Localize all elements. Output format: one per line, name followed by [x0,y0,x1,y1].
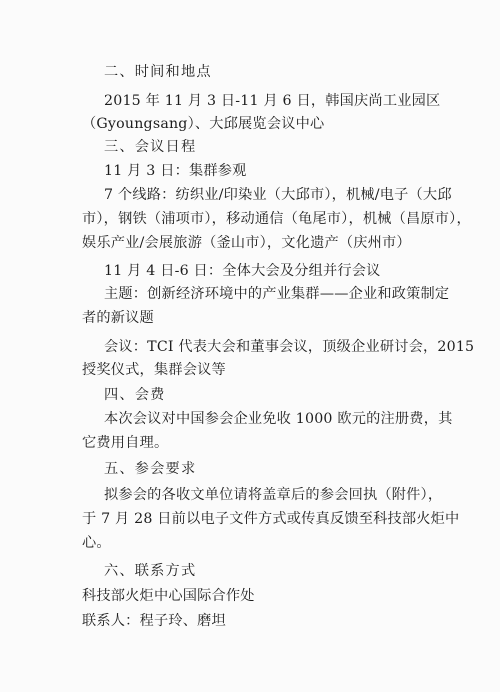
paragraph-line: 会议：TCI 代表大会和董事会议，顶级企业研讨会，2015 [104,339,475,355]
section-heading-time-location: 二、时间和地点 [104,64,212,80]
paragraph-line: 联系人：程子玲、磨坦 [82,613,226,629]
paragraph-line: 7 个线路：纺织业/印染业（大邱市），机械/电子（大邱 [104,187,452,203]
paragraph-line: 主题：创新经济环境中的产业集群——企业和政策制定 [104,286,450,302]
paragraph-line: 于 7 月 28 日前以电子文件方式或传真反馈至科技部火炬中 [82,511,460,527]
paragraph-line: 市），钢铁（浦项市），移动通信（龟尾市），机械（昌原市）， [82,211,471,227]
paragraph-line: 拟参会的各收文单位请将盖章后的参会回执（附件）， [104,487,443,503]
paragraph-line: 心。 [82,535,111,551]
paragraph-line: 2015 年 11 月 3 日-11 月 6 日，韩国庆尚工业园区 [104,93,441,109]
paragraph-line: 11 月 4 日-6 日：全体大会及分组并行会议 [104,263,381,279]
section-heading-contact: 六、联系方式 [104,563,197,579]
paragraph-line: （Gyoungsang）、大邱展览会议中心 [82,116,325,132]
paragraph-line: 它费用自理。 [82,435,169,451]
section-heading-fees: 四、会费 [104,387,166,403]
paragraph-line: 本次会议对中国参会企业免收 1000 欧元的注册费，其 [104,411,453,427]
paragraph-line: 科技部火炬中心国际合作处 [82,588,255,604]
paragraph-line: 授奖仪式，集群会议等 [82,362,226,378]
paragraph-line: 11 月 3 日：集群参观 [104,163,247,179]
section-heading-requirements: 五、参会要求 [104,461,197,477]
paragraph-line: 者的新议题 [82,310,154,326]
paragraph-line: 娱乐产业/会展旅游（釜山市），文化遗产（庆州市） [82,235,411,251]
section-heading-schedule: 三、会议日程 [104,139,197,155]
